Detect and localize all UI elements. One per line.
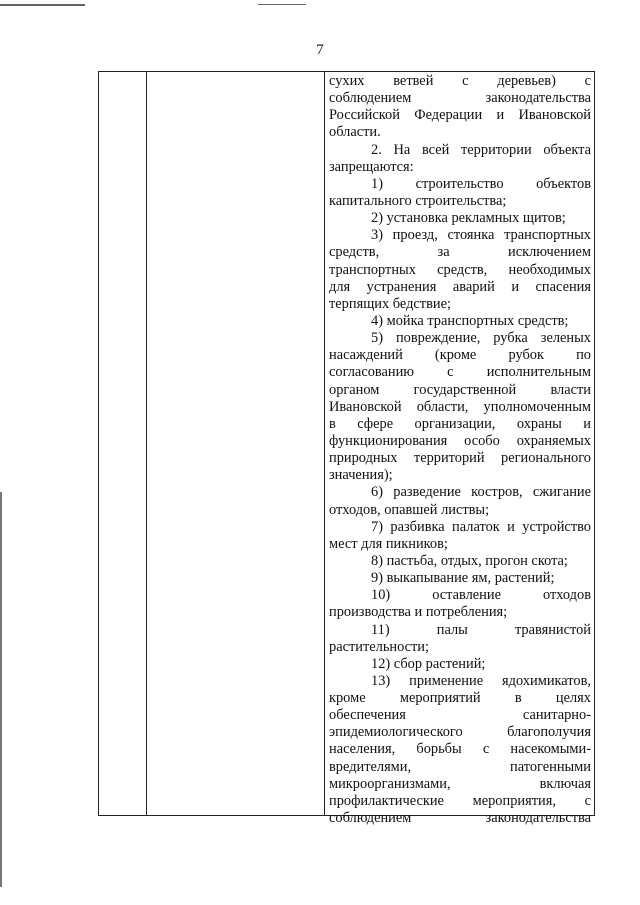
text-line: 11) палы травянистой xyxy=(371,621,591,638)
text-line: 5) повреждение, рубка зеленых xyxy=(371,330,591,347)
text-line: 6) разведение костров, сжигание xyxy=(371,484,591,501)
text-line: терпящих бедствие; xyxy=(329,295,451,312)
text-line: эпидемиологического благополучия xyxy=(329,724,591,741)
text-line: в сфере организации, охраны и xyxy=(329,415,591,432)
text-line: кроме мероприятий в целях xyxy=(329,690,591,707)
text-line: средств, за исключением xyxy=(329,244,591,261)
text-line: транспортных средств, необходимых xyxy=(329,261,591,278)
text-line: запрещаются: xyxy=(329,158,414,175)
text-line: 2. На всей территории объекта xyxy=(371,141,591,158)
column-divider xyxy=(146,72,147,815)
text-line: производства и потребления; xyxy=(329,604,508,621)
text-line: области. xyxy=(329,124,381,141)
text-line: Российской Федерации и Ивановской xyxy=(329,107,591,124)
text-line: функционирования особо охраняемых xyxy=(329,432,591,449)
text-line: микроорганизмами, включая xyxy=(329,775,591,792)
regulation-text-cell xyxy=(329,73,591,827)
text-line: 1) строительство объектов xyxy=(371,175,591,192)
page-number: 7 xyxy=(316,42,324,58)
text-line: органом государственной власти xyxy=(329,381,591,398)
text-line: населения, борьбы с насекомыми- xyxy=(329,741,591,758)
text-line: соблюдением законодательства xyxy=(329,90,591,107)
text-line: отходов, опавшей листвы; xyxy=(329,501,490,518)
text-line: Ивановской области, уполномоченным xyxy=(329,398,591,415)
scan-mark xyxy=(0,4,85,6)
text-line: обеспечения санитарно- xyxy=(329,707,591,724)
text-line: соблюдением законодательства xyxy=(329,810,591,827)
text-line: растительности; xyxy=(329,638,430,655)
text-line: природных территорий регионального xyxy=(329,450,591,467)
scan-mark xyxy=(258,4,306,5)
text-line: капитального строительства; xyxy=(329,192,507,209)
text-line: мест для пикников; xyxy=(329,535,448,552)
text-line: сухих ветвей с деревьев) с xyxy=(329,73,591,89)
text-line: 12) сбор растений; xyxy=(371,655,486,672)
column-divider xyxy=(324,72,325,815)
text-line: насаждений (кроме рубок по xyxy=(329,347,591,364)
document-table xyxy=(98,71,595,827)
scan-edge xyxy=(0,492,2,887)
text-line: согласованию с исполнительным xyxy=(329,364,591,381)
text-line: 2) установка рекламных щитов; xyxy=(371,210,566,227)
text-line: для устранения аварий и спасения xyxy=(329,278,591,295)
text-line: 10) оставление отходов xyxy=(371,587,591,604)
text-line: 3) проезд, стоянка транспортных xyxy=(371,227,591,244)
text-line: 8) пастьба, отдых, прогон скота; xyxy=(371,552,568,569)
text-line: значения); xyxy=(329,467,393,484)
text-line: 9) выкапывание ям, растений; xyxy=(371,570,555,587)
text-line: 13) применение ядохимикатов, xyxy=(371,672,591,689)
text-line: 7) разбивка палаток и устройство xyxy=(371,518,591,535)
text-line: 4) мойка транспортных средств; xyxy=(371,312,569,329)
text-line: профилактические мероприятия, с xyxy=(329,792,591,809)
text-line: вредителями, патогенными xyxy=(329,758,591,775)
